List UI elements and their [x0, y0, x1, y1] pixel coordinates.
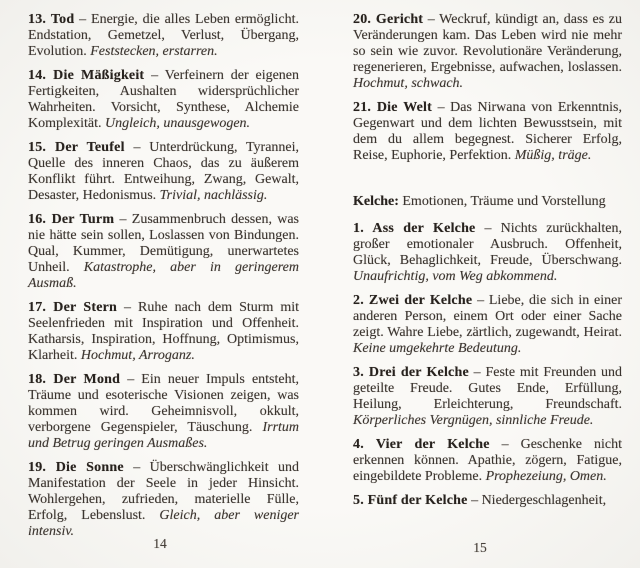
card-entry-reversed: Feststecken, erstarren. [90, 44, 218, 59]
card-entry-reversed: Hochmut, Arroganz. [80, 348, 195, 363]
card-entry-stern [28, 300, 299, 364]
dash-separator: – [127, 372, 135, 387]
page-number-left: 14 [153, 536, 167, 551]
dash-separator: – [437, 100, 445, 115]
card-entry-body: Das Nirwana von Erkenntnis, Gegenwart und dem lichten Bewusstsein, mit dem du allem begegnest. Sicherer Erfolg, Reise, Euphorie, Perfektion. [353, 100, 622, 163]
card-entry-body: Ein neuer Impuls entsteht, Träume und esoterische Visionen zeigen, was kommen wird. Geheimnisvoll, okkult, verborgene Gegenspieler, Täuschung. [28, 372, 299, 435]
card-entry-body: Geschenke nicht erkennen können. Apathie, zögern, Fatigue, eingebildete Probleme. [353, 437, 622, 484]
card-entry-title: 2. Zwei der Kelche [353, 293, 473, 308]
dash-separator: – [133, 140, 141, 155]
card-entry-ass-der-kelche [353, 221, 622, 285]
card-entry-title: 19. Die Sonne [28, 460, 124, 475]
card-entry-reversed: Körperliches Vergnügen, sinnliche Freude. [353, 413, 594, 428]
card-entry-body: Feste mit Freunden und geteilte Freude. Gutes Ende, Erfüllung, Heilung, Erleichterung, Freundschaft. [353, 365, 622, 412]
card-entry-body: Verfeinern der eigenen Fertigkeiten, Aushalten widersprüchlicher Wahrheiten. Vorsicht, Synthese, Alchemie Komplexität. [28, 68, 300, 131]
card-entry-maessigkeit [28, 68, 299, 132]
card-entry-body: Unterdrückung, Tyrannei, Quelle des inneren Chaos, das zu äußerem Konflikt führt. Entweihung, Zwang, Gewalt, Desaster, Hedonismus. [28, 140, 300, 203]
card-entry-sonne [28, 460, 299, 540]
card-entry-fuenf-der-kelche [353, 493, 622, 509]
card-entry-body: Überschwänglichkeit und Manifestation der Seele in jeder Hinsicht. Wohlergehen, zufrieden, materielle Fülle, Erfolg, Lebenslust. [28, 460, 300, 523]
card-entry-title: 1. Ass der Kelche [353, 221, 476, 236]
card-entry-turm [28, 212, 299, 292]
card-entry-title: 3. Drei der Kelche [353, 365, 469, 380]
dash-separator: – [473, 365, 481, 380]
dash-separator: – [151, 68, 159, 83]
card-entry-reversed: Katastrophe, aber in geringerem Ausmaß. [28, 260, 300, 291]
dash-separator: – [427, 12, 435, 27]
page-right [320, 0, 640, 568]
card-entry-vier-der-kelche [353, 437, 622, 485]
card-entry-zwei-der-kelche [353, 293, 622, 357]
card-entry-title: 5. Fünf der Kelche [353, 493, 468, 508]
card-entry-tod [28, 12, 299, 60]
dash-separator: – [484, 221, 492, 236]
page-number-right: 15 [473, 540, 487, 555]
section-heading-text: Emotionen, Träume und Vorstellung [402, 194, 606, 209]
card-entry-title: 17. Der Stern [28, 300, 118, 315]
card-entry-title: 18. Der Mond [28, 372, 121, 387]
card-entry-body: Weckruf, kündigt an, dass es zu Veränderungen kam. Das Leben wird nie mehr so sein wie zuvor. Revolutionäre Veränderung, regenerieren, Ergebnisse, aufwachen, loslassen. [353, 12, 623, 75]
card-entry-body: Ruhe nach dem Sturm mit Seelenfrieden mit Inspiration und Offenheit. Katharsis, Inspiration, Hoffnung, Optimismus, Klarheit. [28, 300, 300, 363]
dash-separator: – [79, 12, 87, 27]
card-entry-body: Nichts zurückhalten, großer emotionaler Ausbruch. Offenheit, Glück, Behaglichkeit, Freude, Überschwang. [353, 221, 622, 268]
card-entry-reversed: Irrtum und Betrug geringen Ausmaßes. [28, 420, 300, 451]
section-heading-kelche [353, 194, 622, 210]
card-entry-title: 16. Der Turm [28, 212, 115, 227]
dash-separator: – [133, 460, 141, 475]
card-entry-title: 15. Der Teufel [28, 140, 125, 155]
card-entry-reversed: Prophezeiung, Omen. [485, 469, 607, 484]
card-entry-mond [28, 372, 299, 452]
card-entry-reversed: Gleich, aber weniger intensiv. [28, 508, 299, 539]
card-entry-reversed: Hochmut, schwach. [353, 76, 464, 91]
card-entry-title: 21. Die Welt [353, 100, 432, 115]
card-entry-title: 20. Gericht [353, 12, 424, 27]
dash-separator: – [501, 437, 509, 452]
card-entry-title: 4. Vier der Kelche [353, 437, 490, 452]
dash-separator: – [119, 212, 127, 227]
card-entry-gericht [353, 12, 622, 92]
card-entry-reversed: Ungleich, unausgewogen. [105, 116, 251, 131]
card-entry-body: Zusammenbruch dessen, was nie hätte sein sollen, Loslassen von Bindungen. Qual, Kummer, Demütigung, unerwartetes Unheil. [28, 212, 299, 275]
card-entry-reversed: Müßig, träge. [514, 148, 592, 163]
card-entry-reversed: Unaufrichtig, vom Weg abkommend. [353, 269, 558, 284]
card-entry-drei-der-kelche [353, 365, 622, 429]
card-entry-body: Energie, die alles Leben ermöglicht. Endstation, Gemetzel, Verlust, Übergang, Evolution. [28, 12, 300, 59]
card-entry-welt [353, 100, 622, 164]
card-entry-body: Niedergeschlagenheit, [481, 493, 607, 508]
card-entry-title: 14. Die Mäßigkeit [28, 68, 145, 83]
card-entry-body: Liebe, die sich in einer anderen Person, einem Ort oder einer Sache zeigt. Wahre Liebe, zärtlich, zugewandt, Heirat. [353, 293, 622, 340]
dash-separator: – [471, 493, 479, 508]
dash-separator: – [477, 293, 485, 308]
card-entry-reversed: Trivial, nachlässig. [159, 188, 268, 203]
card-entry-title: 13. Tod [28, 12, 75, 27]
dash-separator: – [124, 300, 132, 315]
card-entry-reversed: Keine umgekehrte Bedeutung. [353, 341, 522, 356]
section-heading-label: Kelche: [353, 194, 399, 209]
card-entry-teufel [28, 140, 299, 204]
